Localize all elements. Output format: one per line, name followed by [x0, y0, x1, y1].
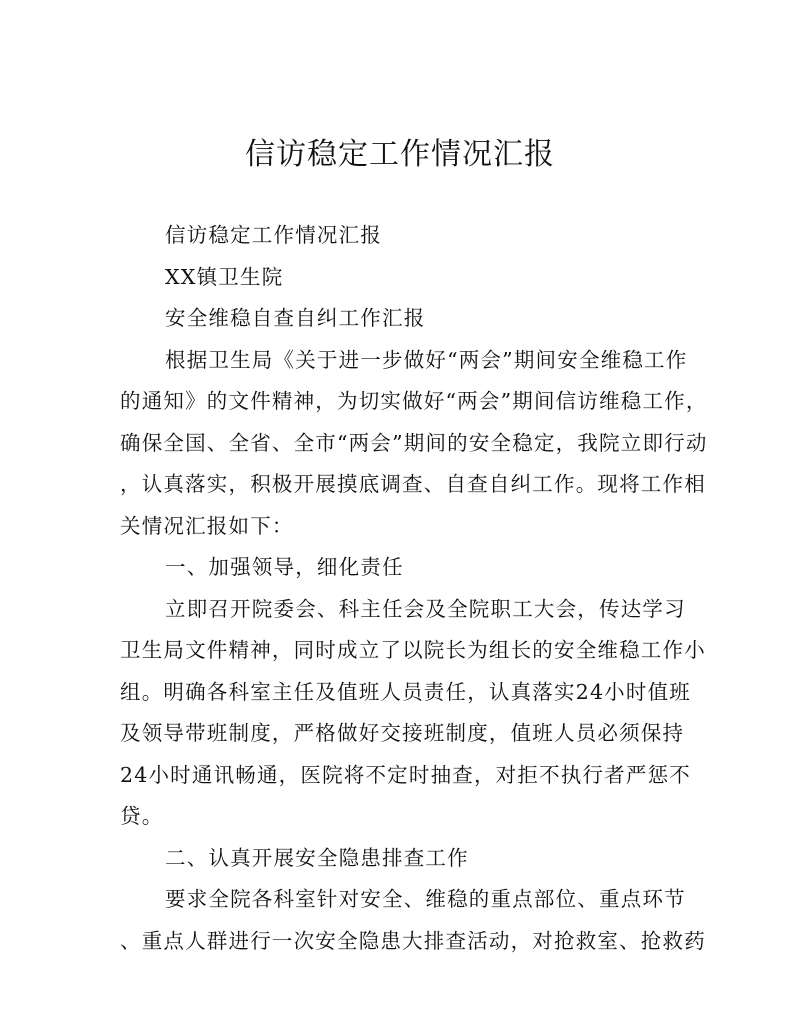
text-line: 一、加强领导，细化责任 [165, 555, 404, 579]
text-line: 组。明确各科室主任及值班人员责任，认真落实24小时值班 [120, 679, 691, 704]
text-line: 根据卫生局《关于进一步做好“两会”期间安全维稳工作 [165, 347, 688, 372]
text-line: 立即召开院委会、科主任会及全院职工大会，传达学习 [165, 596, 686, 621]
text-line: 要求全院各科室针对安全、维稳的重点部位、重点环节 [165, 887, 686, 911]
document-body [120, 215, 708, 962]
text-line: ，认真落实，积极开展摸底调查、自查自纠工作。现将工作相 [120, 472, 706, 496]
text-line: 确保全国、全省、全市“两会”期间的安全稳定，我院立即行动 [120, 430, 708, 455]
text-line: XX镇卫生院 [165, 264, 284, 289]
text-line: 贷。 [120, 804, 164, 828]
text-line: 关情况汇报如下： [120, 513, 294, 538]
text-line: 、重点人群进行一次安全隐患大排查活动，对抢救室、抢救药 [120, 928, 706, 953]
text-line: 24小时通讯畅通，医院将不定时抽查，对拒不执行者严惩不 [120, 762, 691, 787]
text-line: 的通知》的文件精神，为切实做好“两会”期间信访维稳工作， [120, 389, 708, 413]
text-line: 二、认真开展安全隐患排查工作 [165, 845, 469, 870]
text-line: 安全维稳自查自纠工作汇报 [165, 306, 426, 330]
document-title: 信访稳定工作情况汇报 [245, 137, 555, 172]
text-line: 卫生局文件精神，同时成立了以院长为组长的安全维稳工作小 [120, 638, 706, 662]
text-line: 信访稳定工作情况汇报 [165, 223, 382, 247]
text-line: 及领导带班制度，严格做好交接班制度，值班人员必须保持 [120, 721, 685, 745]
